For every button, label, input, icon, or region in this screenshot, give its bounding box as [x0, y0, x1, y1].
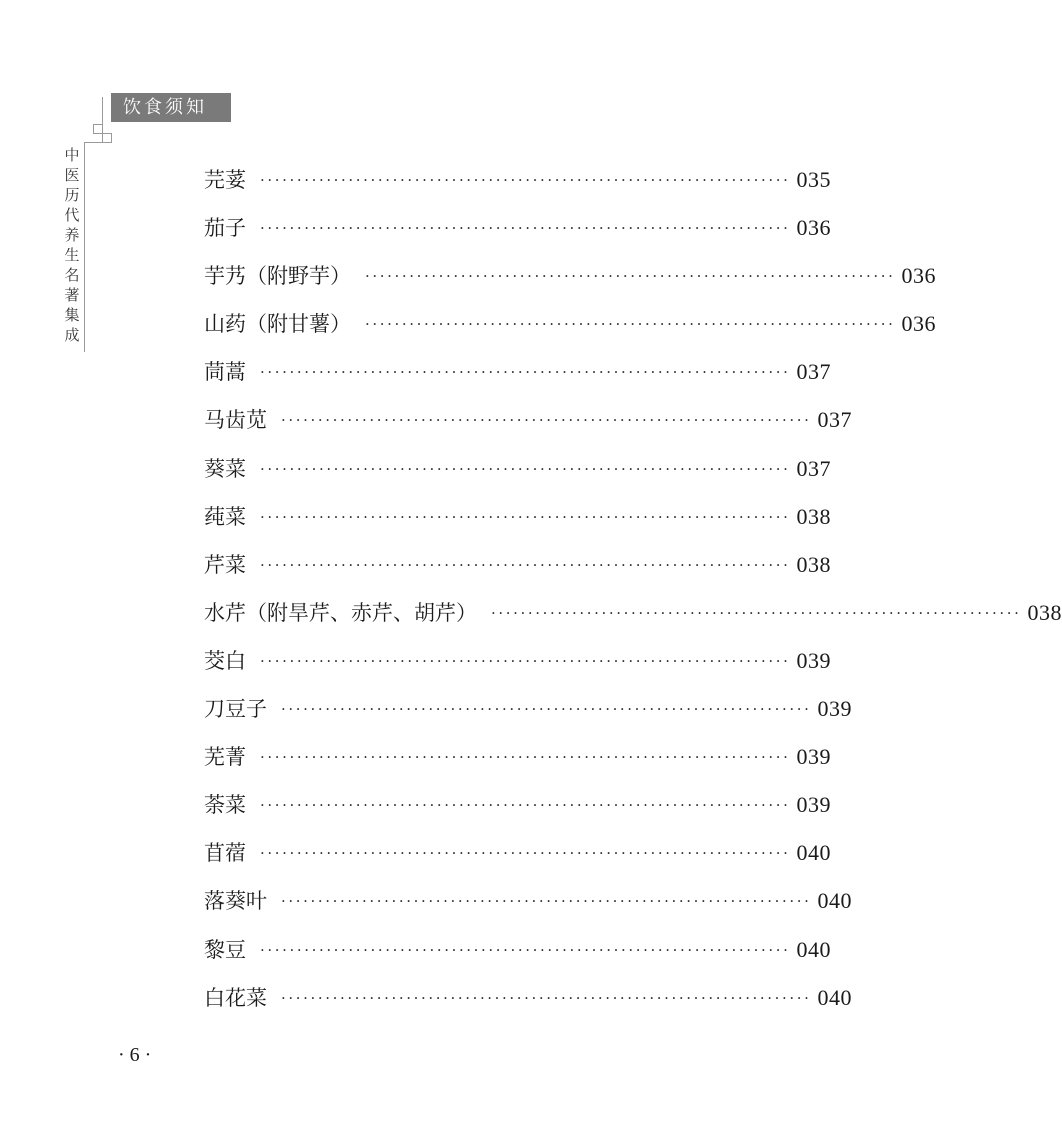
- toc-entry[interactable]: [204, 158, 832, 206]
- toc-entry-page: 040: [796, 840, 832, 866]
- toc-leader-dots: ········································································: [281, 700, 812, 719]
- toc-entry-page: 036: [901, 311, 937, 337]
- toc-leader-dots: ········································································: [260, 844, 791, 863]
- toc-entry[interactable]: [204, 831, 832, 879]
- toc-leader-dots: ········································································: [260, 363, 791, 382]
- toc-leader-dots: ········································································: [281, 892, 812, 911]
- toc-entry[interactable]: [204, 302, 937, 350]
- toc-entry-label: 芜菁: [204, 745, 246, 770]
- toc-leader-dots: ········································································: [260, 459, 791, 478]
- side-rule-vertical: [84, 142, 85, 352]
- toc-leader-dots: ········································································: [260, 796, 791, 815]
- toc-entry-label: 苜蓿: [204, 841, 246, 866]
- toc-entry-label: 马齿苋: [204, 408, 267, 433]
- toc-entry-label: 莼菜: [204, 504, 246, 529]
- toc-entry-page: 038: [796, 551, 832, 577]
- toc-entry[interactable]: [204, 735, 832, 783]
- toc-entry-page: 039: [796, 792, 832, 818]
- toc-entry-label: 茭白: [204, 648, 246, 673]
- toc-entry-page: 036: [796, 215, 832, 241]
- header-rule-vertical-top: [102, 97, 103, 127]
- toc-entry-page: 040: [817, 984, 853, 1010]
- toc-leader-dots: ········································································: [260, 651, 791, 670]
- toc-entry-label: 芋艿（附野芋）: [204, 264, 351, 289]
- toc-entry-page: 038: [796, 503, 832, 529]
- toc-leader-dots: ········································································: [281, 988, 812, 1007]
- toc-entry-label: 芫荽: [204, 168, 246, 192]
- toc-entry-page: 039: [817, 696, 853, 722]
- toc-entry-page: 038: [1027, 599, 1062, 625]
- toc-leader-dots: ········································································: [365, 267, 896, 286]
- toc-entry-page: 037: [796, 359, 832, 385]
- toc-entry[interactable]: [204, 543, 832, 591]
- toc-entry-label: 荼菜: [204, 793, 246, 818]
- toc-entry[interactable]: [204, 495, 832, 543]
- toc-entry[interactable]: [204, 639, 832, 687]
- toc-leader-dots: ········································································: [260, 555, 791, 574]
- toc-entry-page: 037: [796, 455, 832, 481]
- toc-entry[interactable]: [204, 928, 832, 976]
- toc-entry-label: 落葵叶: [204, 889, 267, 914]
- toc-entry-page: 037: [817, 407, 853, 433]
- page-number: · 6 ·: [118, 1044, 152, 1066]
- toc-entry[interactable]: [204, 206, 832, 254]
- toc-entry[interactable]: [204, 254, 937, 302]
- series-title: 中医历代养生名著集成: [64, 146, 80, 344]
- header-rule-horizontal: [84, 142, 104, 143]
- toc-entry-label: 黎豆: [204, 937, 246, 962]
- toc-entry[interactable]: [204, 783, 832, 831]
- toc-leader-dots: ········································································: [260, 748, 791, 767]
- toc-entry[interactable]: [204, 879, 853, 927]
- toc-entry-page: 039: [796, 647, 832, 673]
- toc-entry[interactable]: [204, 591, 1062, 639]
- running-header: 饮食须知: [111, 93, 231, 122]
- toc-entry-label: 芹菜: [204, 552, 246, 577]
- toc-entry-label: 白花菜: [204, 985, 267, 1010]
- toc-entry-page: 036: [901, 263, 937, 289]
- toc-leader-dots: ········································································: [260, 507, 791, 526]
- toc-entry-page: 040: [817, 888, 853, 914]
- toc-leader-dots: ········································································: [260, 219, 791, 238]
- toc-entry[interactable]: [204, 350, 832, 398]
- table-of-contents: [204, 158, 1062, 1024]
- toc-entry-label: 葵菜: [204, 456, 246, 481]
- toc-entry-page: 040: [796, 936, 832, 962]
- toc-leader-dots: ········································································: [281, 411, 812, 430]
- toc-entry[interactable]: [204, 398, 853, 446]
- toc-entry-page: 039: [796, 744, 832, 770]
- toc-leader-dots: ········································································: [260, 171, 791, 189]
- toc-entry-label: 茼蒿: [204, 360, 246, 385]
- toc-leader-dots: ········································································: [491, 603, 1022, 622]
- toc-entry-label: 山药（附甘薯）: [204, 312, 351, 337]
- toc-entry-label: 水芹（附旱芹、赤芹、胡芹）: [204, 600, 477, 625]
- toc-entry[interactable]: [204, 447, 832, 495]
- toc-entry-label: 茄子: [204, 216, 246, 241]
- toc-entry-page: 035: [796, 167, 832, 192]
- toc-leader-dots: ········································································: [365, 315, 896, 334]
- toc-entry[interactable]: [204, 976, 853, 1024]
- toc-entry-label: 刀豆子: [204, 697, 267, 722]
- toc-entry[interactable]: [204, 687, 853, 735]
- toc-leader-dots: ········································································: [260, 940, 791, 959]
